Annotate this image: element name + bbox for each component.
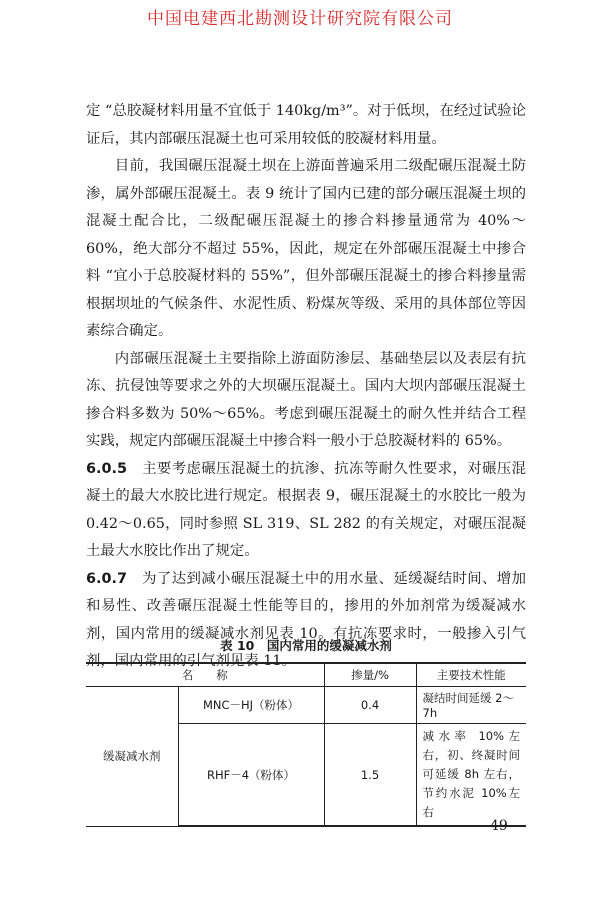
header-dosage: 掺量/% — [324, 663, 416, 687]
table-row — [86, 687, 526, 724]
section-text: 主要考虑碾压混凝土的抗渗、抗冻等耐久性要求，对碾压混凝土的最大水胶比进行规定。根据表 9，碾压混凝土的水胶比一般为 0.42～0.65，同时参照 SL 319、SL 282 的有关规定，对碾压混凝土最大水胶比作出了规定。 — [86, 460, 526, 559]
paragraph-1: 定 “总胶凝材料用量不宜低于 140kg/m³”。对于低坝，在经过试验论证后，其内部碾压混凝土也可采用较低的胶凝材料用量。 — [86, 103, 526, 147]
section-6-0-5 — [86, 456, 526, 566]
dosage-cell: 1.5 — [324, 724, 416, 827]
header-performance: 主要技术性能 — [416, 663, 526, 687]
paragraph-3: 内部碾压混凝土主要指除上游面防渗层、基础垫层以及表层有抗冻、抗侵蚀等要求之外的大坝碾压混凝土。国内大坝内部碾压混凝土掺合料多数为 50%～65%。考虑到碾压混凝土的耐久性并结合工程实践，规定内部碾压混凝土中掺合料一般小于总胶凝材料的 65%。 — [86, 350, 526, 449]
paragraph-2: 目前，我国碾压混凝土坝在上游面普遍采用二级配碾压混凝土防渗，属外部碾压混凝土。表 9 统计了国内已建的部分碾压混凝土坝的混凝土配合比，二级配碾压混凝土的掺合料掺量通常为 40%～60%，绝大部分不超过 55%，因此，规定在外部碾压混凝土中掺合料 “宜小于总胶凝材料的 55%”，但外部碾压混凝土的掺合料掺量需根据坝址的气候条件、水泥性质、粉煤灰等级、采用的具体部位等因素综合确定。 — [86, 158, 526, 339]
section-number: 6.0.5 — [86, 460, 127, 477]
body-text — [86, 98, 526, 676]
performance-cell: 凝结时间延缓 2～7h — [416, 687, 526, 724]
product-cell: RHF－4（粉体） — [178, 724, 324, 827]
product-cell: MNC－HJ（粉体） — [178, 687, 324, 724]
dosage-cell: 0.4 — [324, 687, 416, 724]
publisher-header: 中国电建西北勘测设计研究院有限公司 — [147, 9, 453, 29]
header-name: 名 称 — [86, 663, 324, 687]
section-number: 6.0.7 — [86, 570, 127, 587]
section-6-0-7 — [86, 566, 526, 676]
page-number: 49 — [490, 818, 508, 834]
admixture-table — [86, 662, 526, 827]
category-cell: 缓凝减水剂 — [86, 687, 178, 827]
table-header-row — [86, 663, 526, 687]
section-text: 为了达到减小碾压混凝土中的用水量、延缓凝结时间、增加和易性、改善碾压混凝土性能等目的，掺用的外加剂常为缓凝减水剂，国内常用的缓凝减水剂见表 10。有抗冻要求时，一般掺入引气剂，国内常用的引气剂见表 11。 — [86, 570, 526, 669]
table-title: 表 10 国内常用的缓凝减水剂 — [220, 638, 392, 653]
performance-cell: 减水率 10%左右，初、终凝时间可延缓 8h 左右，节约水泥 10%左右 — [416, 724, 526, 827]
